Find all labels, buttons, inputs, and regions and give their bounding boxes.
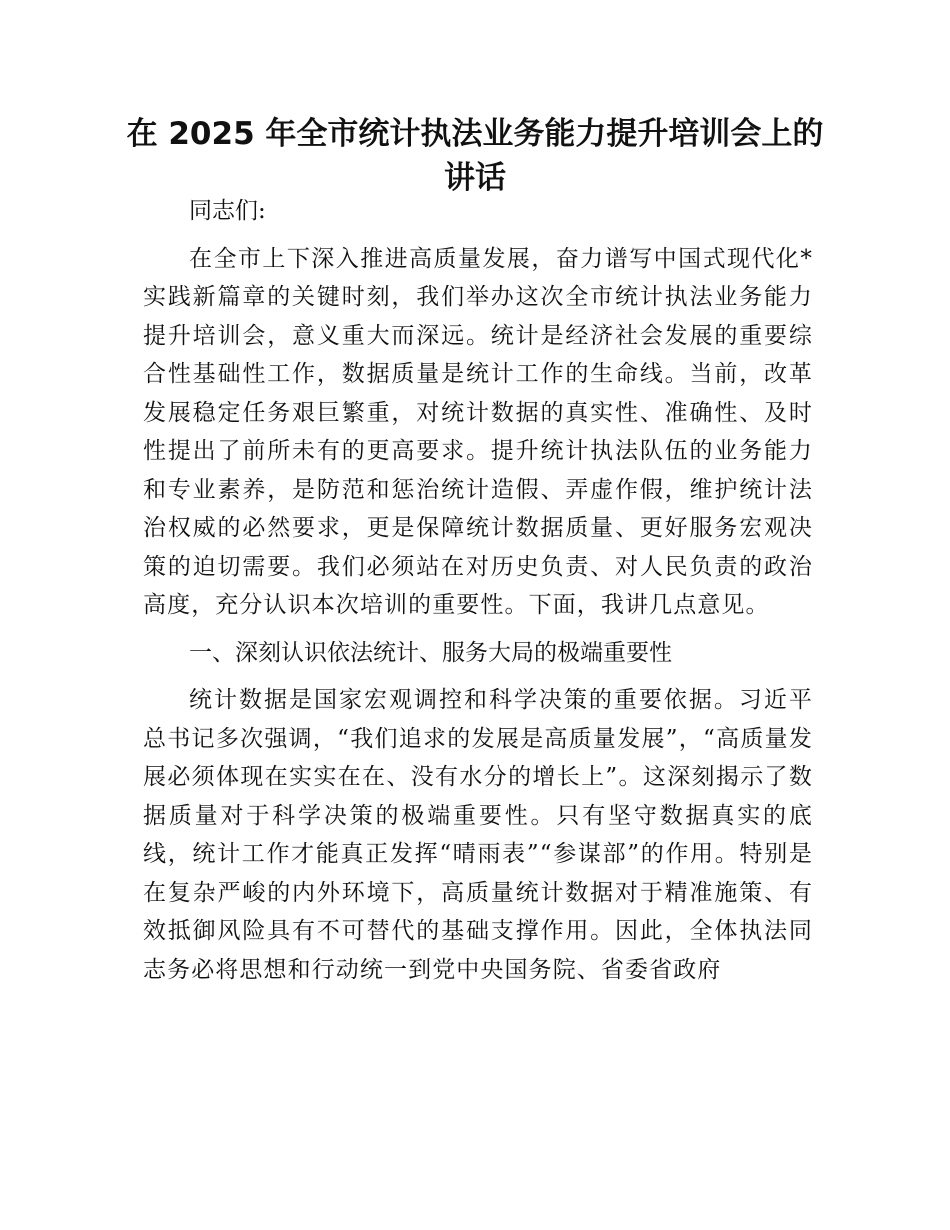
- document-body: [143, 192, 813, 998]
- salutation: 同志们:: [189, 198, 266, 224]
- document-title: 在 2025 年全市统计执法业务能力提升培训会上的讲话: [126, 116, 824, 196]
- paragraph-intro: 在全市上下深入推进高质量发展，奋力谱写中国式现代化*实践新篇章的关键时刻，我们举办这次全市统计执法业务能力提升培训会，意义重大而深远。统计是经济社会发展的重要综合性基础性工作，数据质量是统计工作的生命线。当前，改革发展稳定任务艰巨繁重，对统计数据的真实性、准确性、及时性提出了前所未有的更高要求。提升统计执法队伍的业务能力和专业素养，是防范和惩治统计造假、弄虚作假，维护统计法治权威的必然要求，更是保障统计数据质量、更好服务宏观决策的迫切需要。我们必须站在对历史负责、对人民负责的政治高度，充分认识本次培训的重要性。下面，我讲几点意见。: [143, 245, 813, 618]
- paragraph-section-1: 统计数据是国家宏观调控和科学决策的重要依据。习近平总书记多次强调，“我们追求的发展是高质量发展”，“高质量发展必须体现在实实在在、没有水分的增长上”。这深刻揭示了数据质量对于科学决策的极端重要性。只有坚守数据真实的底线，统计工作才能真正发挥“晴雨表”“参谋部”的作用。特别是在复杂严峻的内外环境下，高质量统计数据对于精准施策、有效抵御风险具有不可替代的基础支撑作用。因此，全体执法同志务必将思想和行动统一到党中央国务院、省委省政府: [143, 687, 813, 983]
- section-heading-1: 一、深刻认识依法统计、服务大局的极端重要性: [189, 639, 672, 666]
